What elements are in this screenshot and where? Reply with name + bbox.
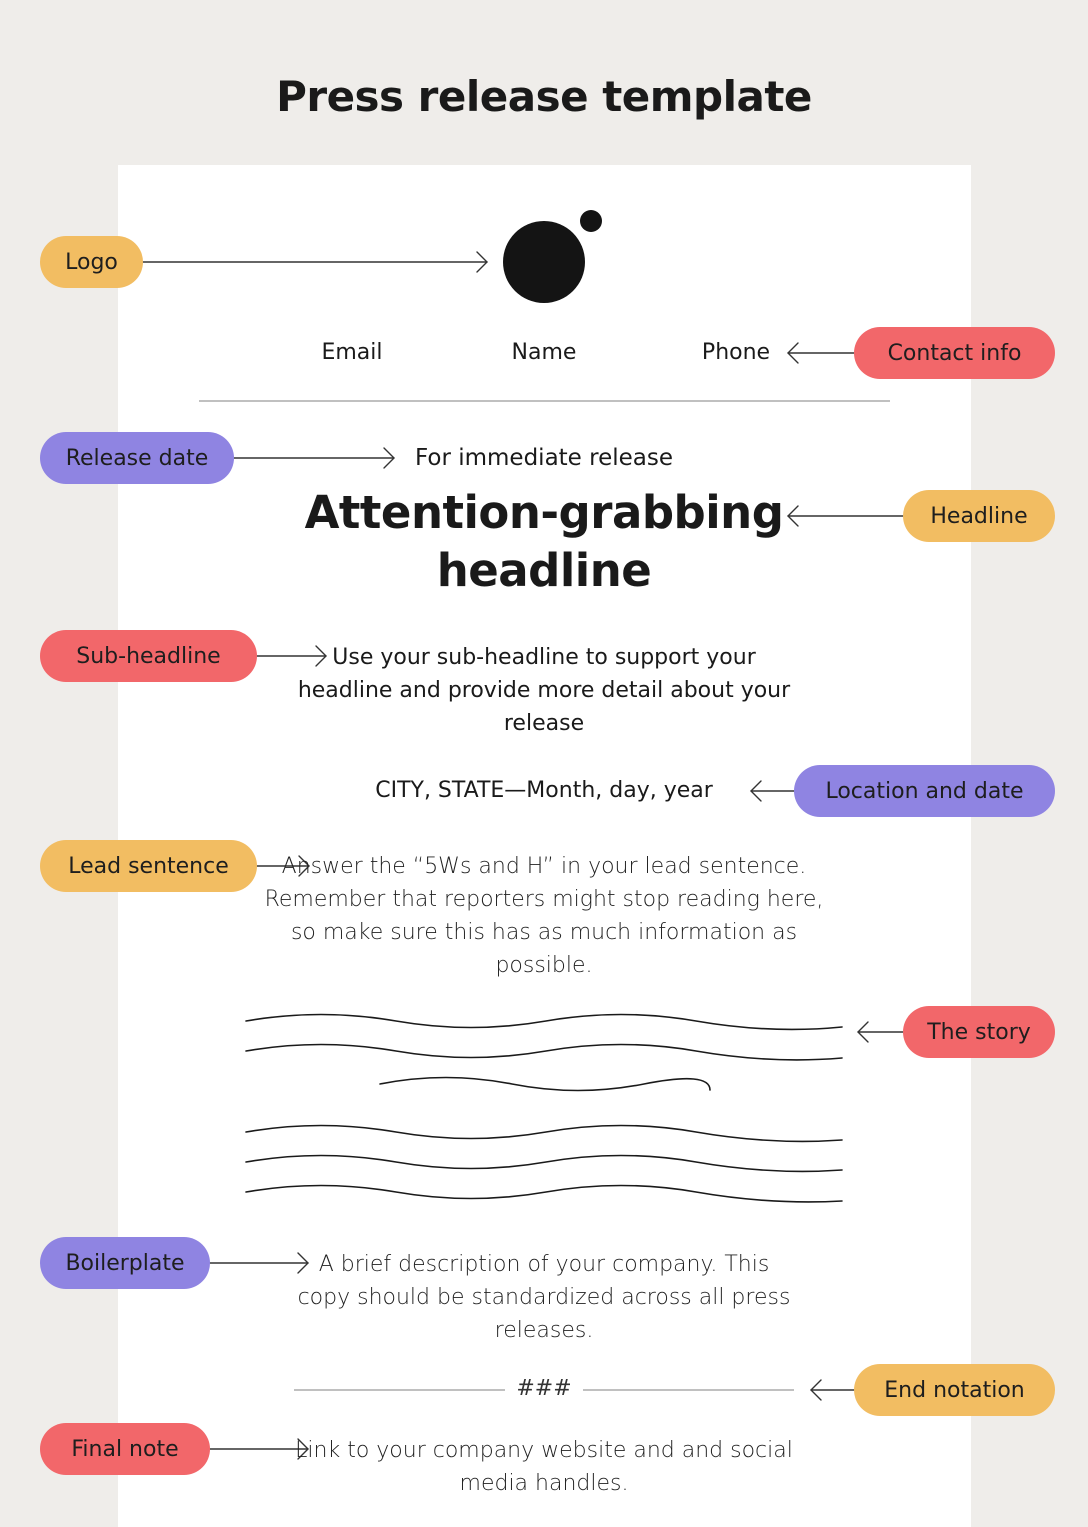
story-placeholder-lines	[246, 1015, 842, 1202]
final-note-text: Link to your company website and and social media handles.	[295, 1438, 793, 1496]
label-headline: Headline	[903, 490, 1055, 542]
contact-phone: Phone	[701, 340, 771, 365]
release-date-text: For immediate release	[414, 445, 674, 471]
label-sub-headline: Sub-headline	[40, 630, 257, 682]
boilerplate-text: A brief description of your company. This copy should be standardized across all press releases.	[297, 1252, 791, 1343]
subheadline-text: Use your sub-headline to support your headline and provide more detail about your release	[297, 645, 791, 736]
story-line	[246, 1186, 842, 1202]
page-title: Press release template	[276, 72, 812, 121]
label-final-note: Final note	[40, 1423, 210, 1475]
the-story-arrow	[858, 1022, 904, 1042]
contact-email: Email	[321, 340, 383, 365]
story-line	[246, 1126, 842, 1142]
label-location-date: Location and date	[794, 765, 1055, 817]
story-line	[246, 1015, 842, 1030]
label-the-story: The story	[903, 1006, 1055, 1058]
label-boilerplate: Boilerplate	[40, 1237, 210, 1289]
label-contact-info: Contact info	[854, 327, 1055, 379]
story-line	[246, 1156, 842, 1172]
circle-logo-icon	[503, 210, 602, 303]
location-date-text: CITY, STATE—Month, day, year	[375, 778, 713, 803]
end-notation-text: ###	[516, 1376, 572, 1401]
story-line	[380, 1078, 710, 1091]
label-logo: Logo	[40, 236, 143, 288]
contact-name: Name	[511, 340, 577, 365]
label-end-notation: End notation	[854, 1364, 1055, 1416]
lead-sentence-text: Answer the “5Ws and H” in your lead sentence. Remember that reporters might stop reading here, so make sure this has as much information as possible.	[264, 854, 824, 978]
headline-text: Attention-grabbing headline	[304, 486, 784, 597]
end-notation-arrow	[811, 1380, 856, 1400]
logo-arrow	[142, 252, 487, 272]
label-lead-sentence: Lead sentence	[40, 840, 257, 892]
story-line	[246, 1045, 842, 1060]
label-release-date: Release date	[40, 432, 234, 484]
